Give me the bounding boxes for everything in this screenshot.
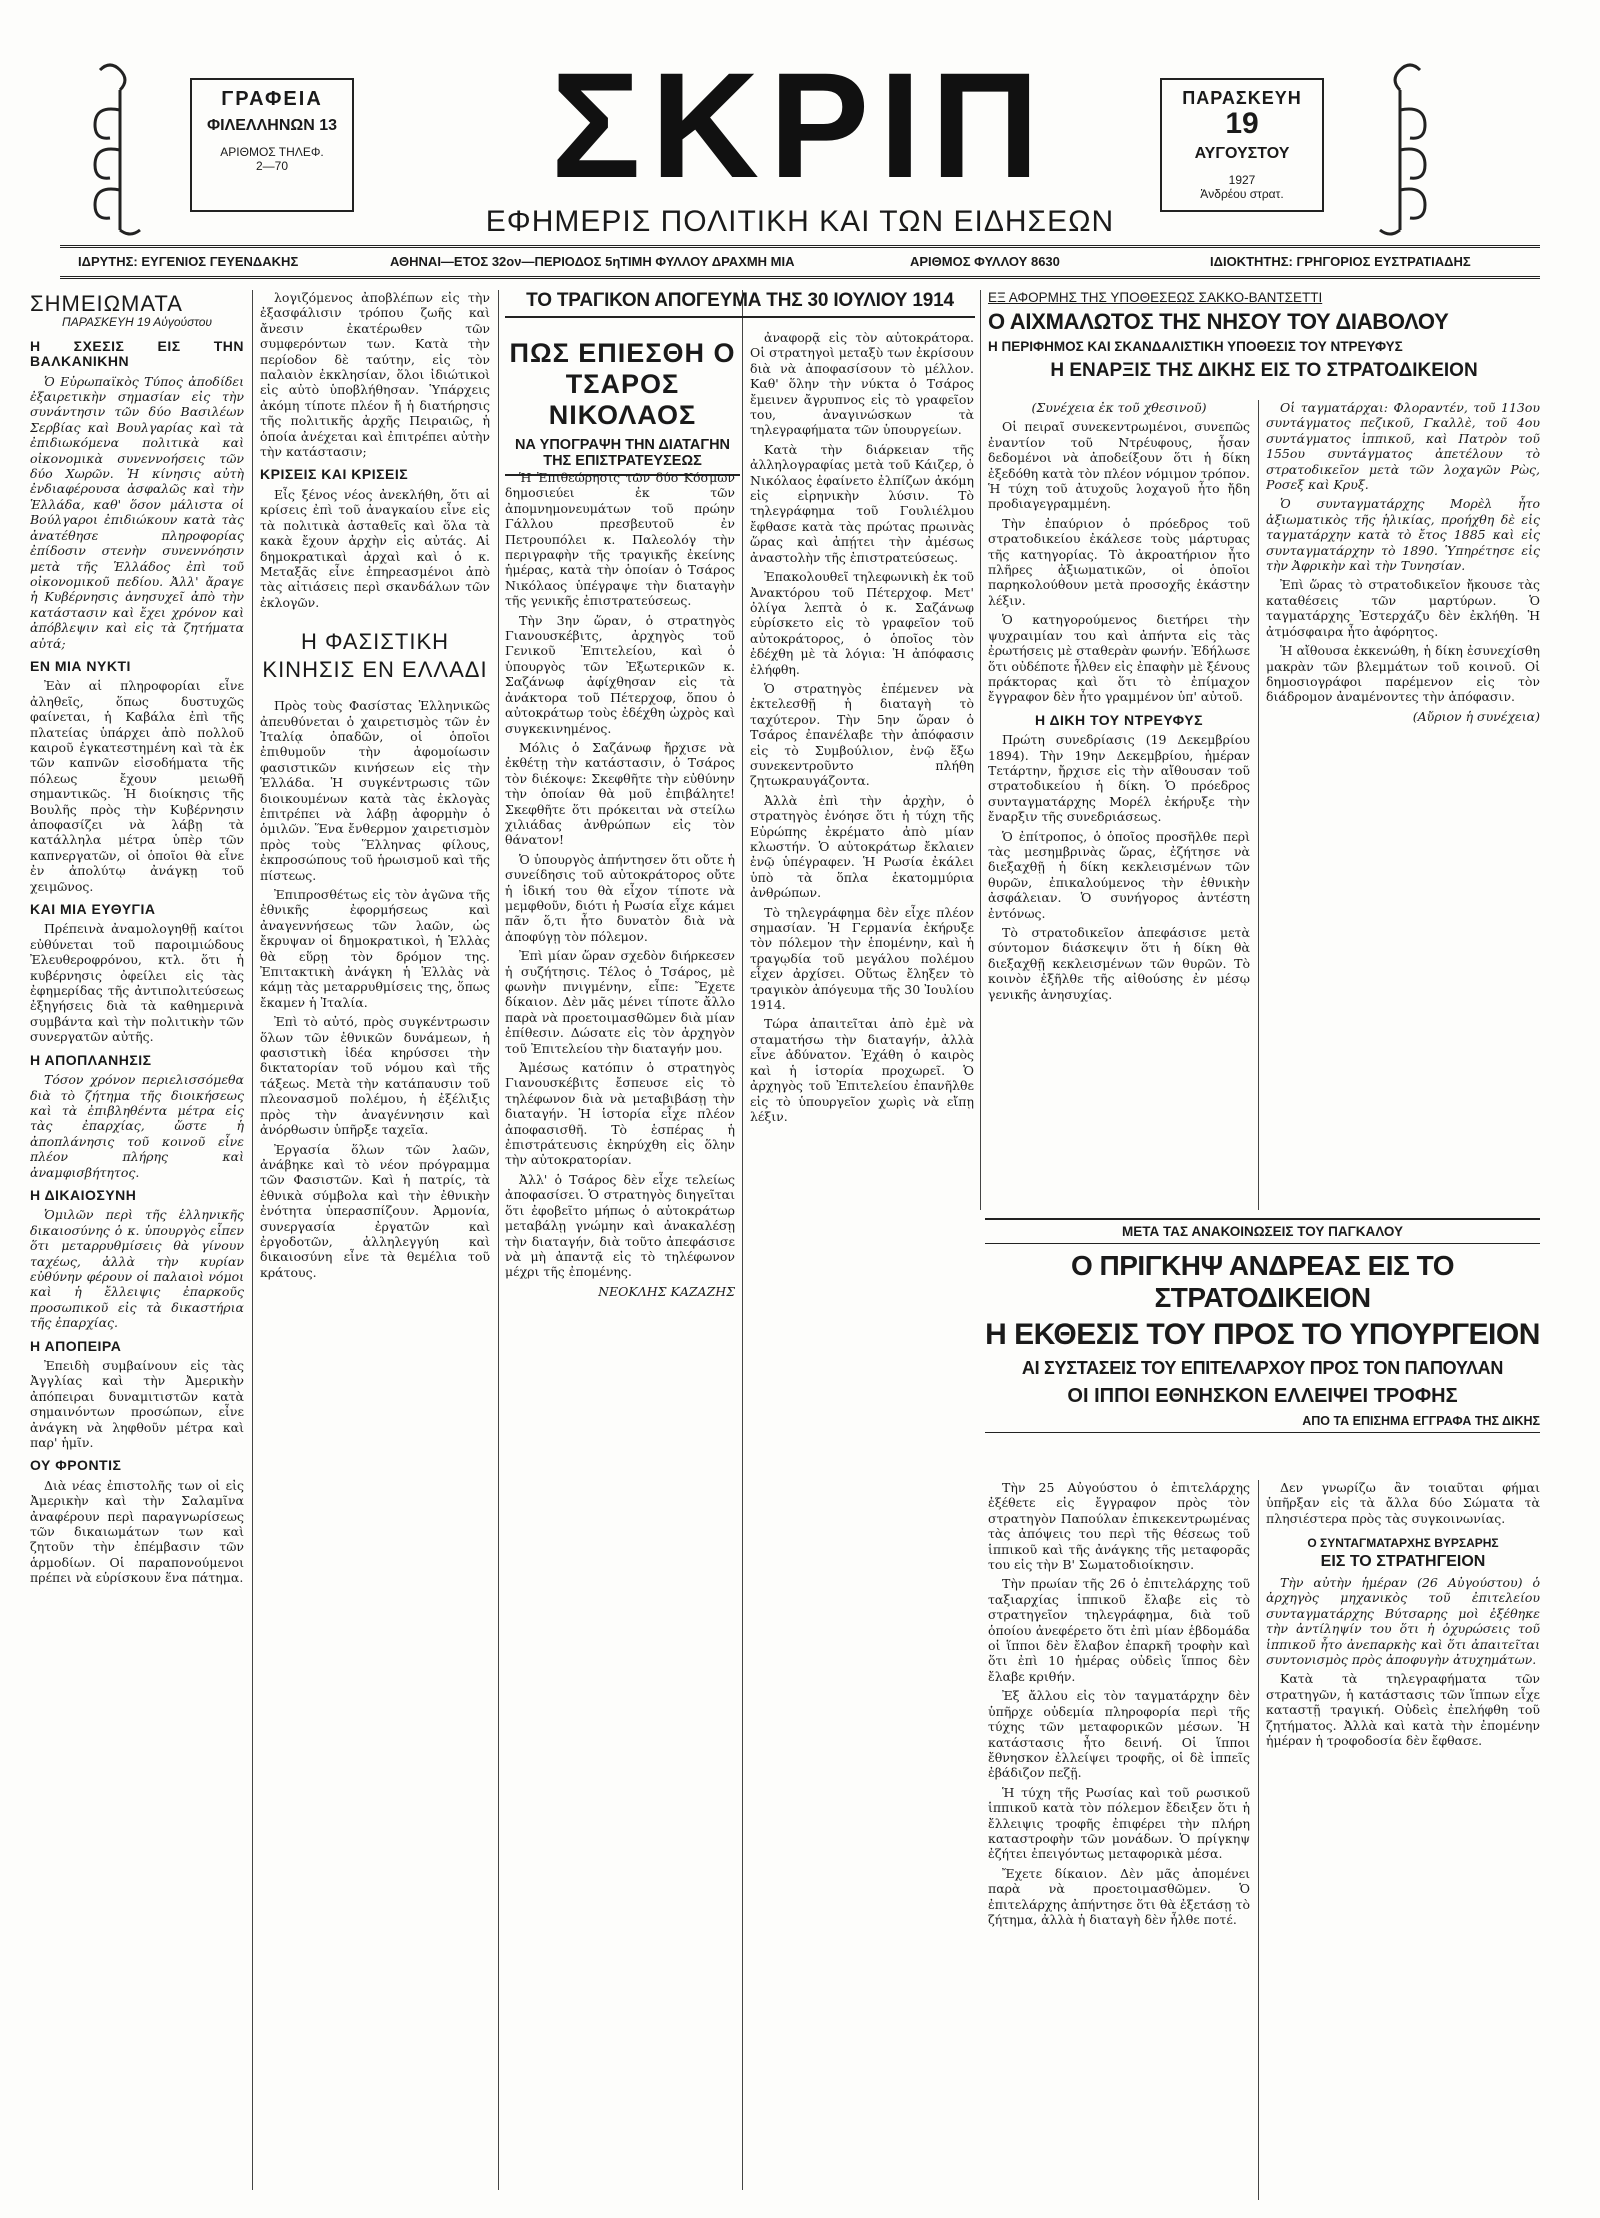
- article-text: Τὴν ἐπαύριον ὁ πρόεδρος τοῦ στρατοδικείου ἐκάλεσε τοὺς μάρτυρας τῆς κατηγορίας. Τὸ ἀκροατήριον ἦτο πλῆρες ἀξιωματικῶν, οἱ ὁποῖοι παρηκολούθουν μετὰ προσοχῆς ἑκάστην λέξιν.: [988, 515, 1250, 608]
- article-text: Πρώτη συνεδρίασις (19 Δεκεμβρίου 1894). Τὴν 19ην Δεκεμβρίου, ἡμέραν Τετάρτην, ἤρχισε εἰς τὴν αἴθουσαν τοῦ στρατοδικείου ἡ δίκη. Ὁ πρόεδρος συνταγματάρχης Μορέλ ἐκήρυξε τὴν ἔναρξιν τῆς συνεδριάσεως.: [988, 732, 1250, 825]
- article-text: Ἀλλ' ὁ Τσάρος δὲν εἶχε τελείως ἀποφασίσει. Ὁ στρατηγὸς διηγεῖται ὅτι ἐφοβεῖτο μήπως ὁ αὐτοκράτωρ μεταβάλῃ γνώμην καὶ ἀνακαλέσῃ τὴν διαταγήν, διὰ τοῦτο ἀπεφάσισε νὰ μὴ ἀπαντᾷ εἰς τὸ τηλέφωνον μέχρι τῆς ἐπομένης.: [505, 1171, 735, 1280]
- article-text: Δεν γνωρίζω ἂν τοιαῦται φήμαι ὑπῆρξαν εἰς τὰ ἄλλα δύο Σώματα τὰ πλησιέστερα πρὸς τὰς συγκοινωνίας.: [1266, 1480, 1540, 1526]
- newspaper-subtitle: ΕΦΗΜΕΡΙΣ ΠΟΛΙΤΙΚΗ ΚΑΙ ΤΩΝ ΕΙΔΗΣΕΩΝ: [485, 205, 1115, 238]
- month: ΑΥΓΟΥΣΤΟΥ: [1194, 145, 1290, 162]
- article-text: Ἐργασία ὅλων τῶν λαῶν, ἀνάβηκε καὶ τὸ νέον πρόγραμμα τῶν Φασιστῶν. Καὶ ἡ πατρίς, τὰ ἐθνικὰ σύμβολα καὶ τὴν ἐθνικὴν ἐνότητα ὑπερασπίζουν. Ἀρμονία, συνεργασία ἐργατῶν καὶ ἐργοδοτῶν, ἀλληλεγγύη καὶ δικαιοσύνη εἶνε τὰ θεμέλια τοῦ κράτους.: [260, 1141, 490, 1280]
- article-subheading: Ο ΣΥΝΤΑΓΜΑΤΑΡΧΗΣ ΒΥΡΣΑΡΗΣ: [1307, 1536, 1499, 1551]
- prince-headline-5: ΑΠΟ ΤΑ ΕΠΙΣΗΜΑ ΕΓΓΡΑΦΑ ΤΗΣ ΔΙΚΗΣ: [985, 1414, 1540, 1433]
- article-text: ἀναφορᾷ εἰς τὸν αὐτοκράτορα. Οἱ στρατηγοὶ μεταξὺ των ἐκρίσουν διὰ νὰ ἀποφασίσουν τὸ μέλλον. Καθ' ὅλην τὴν νύκτα ὁ Τσάρος ἔμεινεν ἄγρυπνος εἰς τὸ γραφεῖον του, ἀναγινώσκων τὰ τηλεγραφήματα τῶν ὑπουργείων.: [750, 330, 974, 438]
- dreyfus-column-left: [988, 400, 1250, 1210]
- column-tsar-cont: [750, 330, 974, 2200]
- column-rule: [742, 290, 743, 2190]
- note-heading: Η ΔΙΚΑΙΟΣΥΝΗ: [30, 1186, 137, 1203]
- note-heading: ΚΑΙ ΜΙΑ ΕΥΘΥΓΙΑ: [30, 901, 156, 918]
- prince-column-right: [1266, 1480, 1540, 2200]
- note-text: Διὰ νέας ἐπιστολῆς των οἱ εἰς Ἀμερικὴν καὶ τὴν Σαλαμῖνα ἀναφέρουν περὶ παραγνωρίσεως τῶν δικαιωμάτων των καὶ ζητοῦν τὴν ἐπέμβασιν τῶν ἁρμοδίων. Οἱ παραπονούμενοι πρέπει νὰ εὑρίσκουν ἕνα πάτημα.: [30, 1477, 244, 1586]
- article-text: Εἶς ξένος νέος ἀνεκλήθη, ὅτι αἱ κρίσεις ἐπὶ τοῦ ἀναγκαίου εἶνε εἰς τὰ πολιτικὰ ἀσταθεῖς καὶ ὅλα τὰ κακὰ ἔχουν ἀρχὴν εἰς αὐτάς. Αἱ δημοκρατικαὶ ἀρχαὶ καὶ ὁ κ. Μεταξᾶς εἶνε ἐπηρεασμένοι ἀπὸ τὰς αἰτιάσεις περὶ σκανδάλων τῶν ἐκλογῶν.: [260, 486, 490, 610]
- column-rule: [498, 290, 499, 2190]
- day-number: 19: [1225, 107, 1259, 140]
- offices-box: [190, 78, 354, 212]
- article-text: Ἐξ ἄλλου εἰς τὸν ταγματάρχην δὲν ὑπῆρχε οὐδεμία πληροφορία περὶ τῆς τύχης τῶν μεταφορικῶν μέσων. Ἡ κατάστασις ἦτο δεινή. Οἱ ἵπποι ἔθνησκον ἐλλείψει τροφῆς, οἱ δὲ ἱππεῖς ἐβάδιζον πεζῇ.: [988, 1688, 1250, 1781]
- dreyfus-headline: Ο ΑΙΧΜΑΛΩΤΟΣ ΤΗΣ ΝΗΣΟΥ ΤΟΥ ΔΙΑΒΟΛΟΥ: [988, 309, 1449, 334]
- note-text: Ἐὰν αἱ πληροφορίαι εἶνε ἀληθεῖς, ὅπως δυστυχῶς φαίνεται, ἡ Καβάλα ἐπὶ τῆς πλατείας ὑπάρχει ἀπὸ πολλοῦ καιροῦ ἐγκατεστημένη καὶ τὰ ἐκ τῶν καπνῶν εἰσοδήματα τῆς πόλεως ἔχουν μειωθῆ σημαντικῶς. Ἡ διοίκησις τῆς Βουλῆς πρὸς τὴν Κυβέρνησιν ἀποφασίζει νὰ λάβῃ τὰ κατάλληλα μέτρα ὑπὲρ τῶν καπνεργατῶν, οἱ ὁποῖοι θὰ εἶνε ἐν ἀπολύτῳ ἀνάγκῃ τοῦ χειμῶνος.: [30, 678, 244, 894]
- article-text: Ὁ ἐπίτροπος, ὁ ὁποῖος προσῆλθε περὶ τὰς μεσημβρινὰς ὥρας, ἐζήτησε νὰ διεξαχθῇ ἡ δίκη κεκλεισμένων τῶν θυρῶν, ἐπικαλούμενος τὴν ἐθνικὴν ἀσφάλειαν. Ὁ συνήγορος ἀντέστη ἐντόνως.: [988, 828, 1250, 921]
- column-rule: [1258, 400, 1259, 1210]
- issue-number: ΑΡΙΘΜΟΣ ΦΥΛΛΟΥ 8630: [910, 254, 1060, 269]
- article-subheading: Η ΔΙΚΗ ΤΟΥ ΝΤΡΕΥΦΥΣ: [1034, 711, 1204, 728]
- note-text: Πρέπεινὰ ἀναμολογηθῇ καίτοι εὐθύνεται τοῦ παροιμιώδους Ἐλευθεροφρόνου, κτλ. ὅτι ἡ κυβέρνησις ὀφείλει εἰς τὰς ἐφημερίδας τῆς ἀντιπολιτεύσεως ἐξηγήσεις διὰ τὰ καθημερινὰ συμβάντα καὶ τὴν πολιτικὴν τῶν συνεργατῶν αὐτῆς.: [30, 921, 244, 1045]
- prince-column-left: [988, 1480, 1250, 2200]
- article-text: λογιζόμενος ἀποβλέπων εἰς τὴν ἐξασφάλισιν τρόπου ζωῆς καὶ ἄνεσιν ἐκατέρωθεν τῶν συμφερόντων των. Κατὰ τὴν περίοδον δὲ ταύτην, εἰς τὸν παλαιὸν ἐκκλησίαν, ὅλοι ἰδιώτικοὶ εἰς αὐτὸ ὑποβλήθησαν. Ὑπάρχεις ἀκόμη τίποτε πλέον ἤ ἡ διατήρησις τῆς πολιτικῆς ἀρχῆς Πειραιῶς, ἡ ὁποία ἀνέχεται καὶ ἐπιτρέπει αὐτὴν τὴν κατάστασιν;: [260, 290, 490, 460]
- column-rule: [252, 290, 253, 2190]
- article-text: Τώρα ἀπαιτεῖται ἀπὸ ἐμὲ νὰ σταματήσω τὴν διαταγήν, ἀλλὰ εἶνε ἀδύνατον. Ἐχάθη ὁ καιρὸς καὶ ἡ ἱστορία προχωρεῖ. Ὁ ἀρχηγὸς τοῦ Ἐπιτελείου ἐπανῆλθε εἰς τὸ ὑπουργεῖον χωρὶς νὰ εἴπῃ λέξιν.: [750, 1016, 974, 1124]
- dreyfus-subheadline-2: Η ΕΝΑΡΞΙΣ ΤΗΣ ΔΙΚΗΣ ΕΙΣ ΤΟ ΣΤΡΑΤΟΔΙΚΕΙΟΝ: [1050, 360, 1478, 381]
- tsar-headline-2: ΠΩΣ ΕΠΙΕΣΘΗ Ο ΤΣΑΡΟΣ ΝΙΚΟΛΑΟΣ: [509, 338, 736, 430]
- notes-heading: ΣΗΜΕΙΩΜΑΤΑ: [30, 291, 183, 316]
- article-text: Πρὸς τοὺς Φασίστας Ἑλληνικῶς ἀπευθύνεται ὁ χαιρετισμὸς τῶν ἐν Ἰταλίᾳ ὀπαδῶν, οἱ ὁποῖοι ἐπιθυμοῦν τὴν ἀφομοίωσιν φασιστικῶν κινήσεων εἰς τὴν Ἑλλάδα. Ἡ συγκέντρωσις τῶν διοικουμένων κατὰ τὰς ἐκλογὰς ἐπιτρέπει νὰ λάβῃ ἀφορμὴν ὁ ὁμιλῶν. Ἕνα ἔνθερμον χαιρετισμὸν πρὸς τοὺς Ἕλληνας φίλους, ἐκπροσώπους τοῦ ἡρωισμοῦ καὶ τῆς πίστεως.: [260, 698, 490, 883]
- article-text: Ἐπιπροσθέτως εἰς τὸν ἀγῶνα τῆς ἐθνικῆς ἐφορμήσεως καὶ ἀναγεννήσεως τῶν λαῶν, ὡς ἔκρυψαν οἱ δημοκρατικοὶ, ἡ Ἑλλὰς θὰ εὕρῃ τὸν δρόμον της. Ἐπιτακτικὴ ἀνάγκη ἡ Ἑλλὰς νὰ κάμῃ τὰς μεταρρυθμίσεις της, ὅπως ἔκαμεν ἡ Ἰταλία.: [260, 887, 490, 1010]
- article-subheading-2: ΕΙΣ ΤΟ ΣΤΡΑΤΗΓΕΙΟΝ: [1320, 1552, 1486, 1570]
- note-text: Ὁμιλῶν περὶ τῆς ἑλληνικῆς δικαιοσύνης ὁ κ. ὑπουργὸς εἶπεν ὅτι μεταρρυθμίσεις θὰ γίνουν ταχέως, ἀλλὰ τὴν κυρίαν εὐθύνην φέρουν οἱ παλαιοὶ νόμοι καὶ ἡ ἔλλειψις ἐπαρκοῦς προσωπικοῦ εἰς τὰ δικαστήρια τῆς ἐπαρχίας.: [30, 1207, 244, 1331]
- offices-address: ΦΙΛΕΛΛΗΝΩΝ 13: [207, 117, 337, 134]
- article-text: Ὁ στρατηγὸς ἐπέμενεν νὰ ἐκτελεσθῇ ἡ διαταγὴ τὸ ταχύτερον. Τὴν 5ην ὥραν ὁ Τσάρος ἐπανέλαβε τὴν ἀπόφασιν εἰς τὸ Συμβούλιον, ἐνῷ ἔξω συνεκεντροῦντο πλήθη ζητωκραυγάζοντα.: [750, 680, 974, 789]
- prince-headline-1: Ο ΠΡΙΓΚΗΨ ΑΝΔΡΕΑΣ ΕΙΣ ΤΟ ΣΤΡΑΤΟΔΙΚΕΙΟΝ: [1070, 1250, 1455, 1313]
- article-subheading: ΚΡΙΣΕΙΣ ΚΑΙ ΚΡΙΣΕΙΣ: [260, 466, 409, 483]
- column-rule: [980, 290, 981, 1210]
- continued-note: (Συνέχεια ἐκ τοῦ χθεσινοῦ): [1031, 400, 1207, 415]
- prince-headline-2: Η ΕΚΘΕΣΙΣ ΤΟΥ ΠΡΟΣ ΤΟ ΥΠΟΥΡΓΕΙΟΝ: [985, 1318, 1540, 1351]
- article-text: Τὸ στρατοδικεῖον ἀπεφάσισε μετὰ σύντομον διάσκεψιν ὅτι ἡ δίκη θὰ διεξαχθῇ κεκλεισμένων τῶν θυρῶν. Τὸ κοινὸν ἐξῆλθε τῆς αἰθούσης ἐν μέσῳ γενικῆς ἀνησυχίας.: [988, 925, 1250, 1002]
- dreyfus-kicker: ΕΞ ΑΦΟΡΜΗΣ ΤΗΣ ΥΠΟΘΕΣΕΩΣ ΣΑΚΚΟ-ΒΑΝΤΣΕΤΤΙ: [988, 290, 1323, 305]
- owner: ΙΔΙΟΚΤΗΤΗΣ: ΓΡΗΓΟΡΙΟΣ ΕΥΣΤΡΑΤΙΑΔΗΣ: [1210, 254, 1471, 269]
- article-text: Κατὰ τὰ τηλεγραφήματα τῶν στρατηγῶν, ἡ κατάστασις τῶν ἵππων εἶχε καταστῇ τραγική. Οὐδεὶς ἐπελήφθη τοῦ ζητήματος. Ἀλλὰ καὶ κατὰ τὴν ἐπομένην ἡμέραν ἡ τροφοδοσία δὲν ἔφθασε.: [1266, 1671, 1540, 1749]
- column-notes: [30, 290, 244, 2200]
- note-heading: Η ΑΠΟΠΕΙΡΑ: [30, 1337, 122, 1354]
- tsar-headline-sub: [505, 330, 740, 476]
- article-text: Ὁ κατηγορούμενος διετήρει τὴν ψυχραιμίαν του καὶ ἀπήντα εἰς τὰς ἐρωτήσεις μὲ σταθερὰν φωνήν. Ἐδήλωσε ὅτι οὐδέποτε ἦλθεν εἰς ἐπαφὴν μὲ ξένους πράκτορας καὶ ὅτι τὸ ἐπίμαχον ἔγγραφον δὲν ἦτο γραμμένον ὑπ' αὐτοῦ.: [988, 612, 1250, 705]
- article-text: Τὴν αὐτὴν ἡμέραν (26 Αὐγούστου) ὁ ἀρχηγὸς μηχανικὸς τοῦ ἐπιτελείου συνταγματάρχης Βύτσαρης μοὶ ἐξέθηκε τὴν ἀντίληψίν του ὅτι ἡ ὀχυρώσεις τοῦ ἱππικοῦ ἦτο ἀνεπαρκὴς καὶ ὅτι ἀπαιτεῖται συντονισμὸς πρὸς ἀποφυγὴν ἀτυχημάτων.: [1266, 1575, 1540, 1668]
- note-text: Ἐπειδὴ συμβαίνουν εἰς τὰς Ἀγγλίας καὶ τὴν Ἀμερικὴν ἀπόπειραι δυναμιτιστῶν κατὰ σημαινόντων προσώπων, εἶνε ἀνάγκη νὰ ληφθοῦν μέτρα καὶ παρ' ἡμῖν.: [30, 1358, 244, 1451]
- tsar-headline-block: [505, 290, 975, 318]
- article-signature: ΝΕΟΚΛΗΣ ΚΑΖΑΖΗΣ: [598, 1283, 735, 1299]
- note-heading: ΟΥ ΦΡΟΝΤΙΣ: [30, 1457, 122, 1474]
- saint-day: Ἀνδρέου στρατ.: [1200, 187, 1284, 201]
- article-text: Ἡ Ἐπιθεώρησις τῶν δύο Κόσμων δημοσιεύει ἐκ τῶν ἀπομνημονευμάτων τοῦ πρώην Γάλλου πρεσβευτοῦ ἐν Πετρουπόλει κ. Παλεολόγ τὴν περιγραφὴν τῆς τραγικῆς ἐκείνης ἡμέρας, κατὰ τὴν ὁποίαν ὁ Τσάρος Νικόλαος ὑπέγραψε τὴν διαταγὴν τῆς γενικῆς ἐπιστρατεύσεως.: [505, 470, 735, 609]
- note-heading: Η ΣΧΕΣΙΣ ΕΙΣ ΤΗΝ ΒΑΛΚΑΝΙΚΗΝ: [30, 337, 244, 370]
- offices-label: ΓΡΑΦΕΙΑ: [221, 88, 323, 110]
- fascist-headline: Η ΦΑΣΙΣΤΙΚΗ ΚΙΝΗΣΙΣ ΕΝ ΕΛΛΑΔΙ: [262, 629, 488, 683]
- edition: ΑΘΗΝΑΙ—ΕΤΟΣ 32ον—ΠΕΡΙΟΔΟΣ 5η: [390, 254, 621, 269]
- date-box: [1160, 78, 1324, 212]
- phone-number: 2—70: [255, 159, 289, 173]
- newspaper-title: ΣΚΡΙΠ: [550, 41, 1050, 209]
- article-text: Κατὰ τὴν διάρκειαν τῆς ἀλληλογραφίας μετὰ τοῦ Κάιζερ, ὁ Νικόλαος ἐφαίνετο ἐλπίζων ἀκόμη εἰς εἰρηνικὴν λύσιν. Τὸ τηλεγράφημα τοῦ Γουλιέλμου ἔφθασε κατὰ τὰς πρώτας πρωινὰς ὥρας καὶ ἀπῄτει τὴν ἀμέσως ἀναστολὴν τῆς ἐπιστρατεύσεως.: [750, 441, 974, 565]
- dreyfus-headline-block: [988, 290, 1540, 382]
- right-ornament-icon: [1360, 60, 1440, 240]
- article-text: Ἐπὶ τὸ αὐτό, πρὸς συγκέντρωσιν ὅλων τῶν ἐθνικῶν δυνάμεων, ἡ φασιστικὴ ἰδέα κηρύσσει τὴν δικτατορίαν τοῦ νόμου καὶ τῆς τάξεως. Μετὰ τὴν κατάπαυσιν τοῦ πλεονασμοῦ πολέμου, ἡ ἐξέλιξις πρὸς τὴν ἀναγέννησιν καὶ ἀνόρθωσιν ὑπῆρξε ταχεῖα.: [260, 1014, 490, 1138]
- article-text: Ἐπακολουθεῖ τηλεφωνικὴ ἐκ τοῦ Ἀνακτόρου τοῦ Πέτερχοφ. Μετ' ὀλίγα λεπτὰ ὁ κ. Σαζάνωφ εὑρίσκετο εἰς τὸ γραφεῖον τοῦ αὐτοκράτορος, ὁ ὁποῖος τὸν ἐδέχθη μὲ τὰ λόγια: Ἡ ἀπόφασις ἐλήφθη.: [750, 569, 974, 677]
- continuation-note: (Αὔριον ἡ συνέχεια): [1412, 708, 1540, 724]
- prince-headline-block: [985, 1218, 1540, 1433]
- phone-label: ΑΡΙΘΜΟΣ ΤΗΛΕΦ.: [220, 145, 324, 159]
- left-ornament-icon: [80, 60, 160, 240]
- tsar-headline-1: ΤΟ ΤΡΑΓΙΚΟΝ ΑΠΟΓΕΥΜΑ ΤΗΣ 30 ΙΟΥΛΙΟΥ 1914: [505, 290, 975, 318]
- column-fascist: [260, 290, 490, 2200]
- note-text: Τόσον χρόνον περιελισσόμεθα διὰ τὸ ζήτημα τῆς διοικήσεως καὶ τὰ ἐπιβληθέντα μέτρα εἰς τὰς ἐπαρχίας, ὥστε ἡ ἀποπλάνησις τοῦ κοινοῦ εἶνε πλέον πλήρης καὶ ἀναμφισβήτητος.: [30, 1072, 244, 1180]
- article-text: Ἀλλὰ ἐπὶ τὴν ἀρχὴν, ὁ στρατηγὸς ἐνόησε ὅτι ἡ τύχη τῆς Εὐρώπης ἐκρέματο ἀπὸ μίαν κλωστήν. Ὁ αὐτοκράτωρ ἔκλαιεν ἐνῷ ὑπέγραφεν. Ἡ Ρωσία ἐκάλει ὑπὸ τὰ ὅπλα ἑκατομμύρια ἀνθρώπων.: [750, 792, 974, 901]
- article-text: Τὴν 25 Αὐγούστου ὁ ἐπιτελάρχης ἐξέθετε εἰς ἔγγραφον πρὸς τὸν στρατηγὸν Παπούλαν ἐπικεκεντρωμένας τὰς ἀπόψεις του περὶ τῆς θέσεως τοῦ ἱππικοῦ καὶ τῆς ἀνάγκης τῆς μεταφορᾶς του εἰς τὴν Β' Σωματοδιοίκησιν.: [988, 1480, 1250, 1573]
- info-bar: [60, 245, 1540, 279]
- tsar-headline-3: ΝΑ ΥΠΟΓΡΑΨΗ ΤΗΝ ΔΙΑΤΑΓΗΝ ΤΗΣ ΕΠΙΣΤΡΑΤΕΥΣΕΩΣ: [505, 437, 740, 476]
- article-text: Τὴν 3ην ὥραν, ὁ στρατηγὸς Γιανουσκέβιτς, ἀρχηγὸς τοῦ Γενικοῦ Ἐπιτελείου, καὶ ὁ ὑπουργὸς τῶν Ἐξωτερικῶν κ. Σαζάνωφ ἀφίχθησαν εἰς τὰ ἀνάκτορα τοῦ Πέτερχοφ, ὅπου ὁ αὐτοκράτωρ τοὺς ἐδέχθη ὠχρὸς καὶ συγκεκινημένος.: [505, 612, 735, 736]
- article-text: Ἀμέσως κατόπιν ὁ στρατηγὸς Γιανουσκέβιτς ἔσπευσε εἰς τὸ τηλέφωνον διὰ νὰ μεταβιβάσῃ τὴν διαταγήν. Ἡ ἱστορία εἶχε πλέον ἀποφασισθῆ. Τὸ ἑσπέρας ἡ ἐπιστράτευσις ἐκηρύχθη εἰς ὅλην τὴν αὐτοκρατορίαν.: [505, 1060, 735, 1168]
- prince-headline-3: ΑΙ ΣΥΣΤΑΣΕΙΣ ΤΟΥ ΕΠΙΤΕΛΑΡΧΟΥ ΠΡΟΣ ΤΟΝ ΠΑΠΟΥΛΑΝ: [1021, 1358, 1504, 1378]
- column-rule: [1258, 1480, 1259, 2200]
- year: 1927: [1228, 173, 1256, 187]
- article-text: Ἐπὶ μίαν ὥραν σχεδὸν διήρκεσεν ἡ συζήτησις. Τέλος ὁ Τσάρος, μὲ φωνὴν πνιγμένην, εἶπε: Ἔχετε δίκαιον. Δὲν μᾶς μένει τίποτε ἄλλο παρὰ νὰ προετοιμασθῶμεν διὰ μίαν ἐπίθεσιν. Δώσατε εἰς τὸν ἀρχηγὸν τοῦ Ἐπιτελείου τὴν διαταγήν μου.: [505, 948, 735, 1056]
- price: ΤΙΜΗ ΦΥΛΛΟΥ ΔΡΑΧΜΗ ΜΙΑ: [620, 254, 795, 269]
- notes-dateline: ΠΑΡΑΣΚΕΥΗ 19 Αὐγούστου: [62, 315, 212, 330]
- note-text: Ὁ Εὐρωπαϊκὸς Τύπος ἀποδίδει ἐξαιρετικὴν σημασίαν εἰς τὴν συνάντησιν τῶν δύο Βασιλέων Σερβίας καὶ Βουλγαρίας καὶ τὰ ἐπιδιωκόμενα πολιτικὰ καὶ οἰκονομικὰ συνεννοήσεις τῶν δύο Χωρῶν. Ἡ κίνησις αὐτὴ ἐνδιαφέρουσα ἀσφαλῶς καὶ τὴν Ἑλλάδα, καθ' ὅσον μάλιστα οἱ Βούλγαροι ἐπιδιώκουν κατὰ τὰς ἀνατέθησε πληροφορίας ἐπίδοσιν στενὴν συνεννόησιν μετὰ τῆς Ἑλλάδος ἐπὶ τοῦ οἰκονομικοῦ πεδίου. Ἀλλ' ἄραγε ἡ Κυβέρνησις ἀνησυχεῖ ἀπὸ τὴν κατάστασιν καὶ ἔχει χρόνον καὶ ἀπόβλεψιν καὶ εἰς τὰ ζητήματα αὐτά;: [30, 373, 244, 651]
- article-text: Ἡ αἴθουσα ἐκκενώθη, ἡ δίκη ἐσυνεχίσθη μακρὰν τῶν βλεμμάτων τοῦ κοινοῦ. Οἱ δημοσιογράφοι παρέμενον εἰς τὸν διάδρομον ἀναμένοντες τὴν ἀπόφασιν.: [1266, 643, 1540, 705]
- founder: ΙΔΡΥΤΗΣ: ΕΥΓΕΝΙΟΣ ΓΕΥΕΝΔΑΚΗΣ: [78, 254, 299, 269]
- prince-kicker: ΜΕΤΑ ΤΑΣ ΑΝΑΚΟΙΝΩΣΕΙΣ ΤΟΥ ΠΑΓΚΑΛΟΥ: [985, 1218, 1540, 1244]
- column-tsar: [505, 470, 735, 2200]
- weekday: ΠΑΡΑΣΚΕΥΗ: [1182, 88, 1302, 108]
- article-text: Ὁ συνταγματάρχης Μορὲλ ἦτο ἀξιωματικὸς τῆς ἡλικίας, προήχθη δὲ εἰς ταγματάρχην κατὰ τὸ ἔτος 1885 καὶ εἰς συνταγματάρχην τὸ 1890. Ὑπηρέτησε εἰς τὴν Ἀφρικὴν καὶ τὴν Τυνησίαν.: [1266, 496, 1540, 574]
- article-text: Ἡ τύχη τῆς Ρωσίας καὶ τοῦ ρωσικοῦ ἱππικοῦ κατὰ τὸν πόλεμον ἔδειξεν ὅτι ἡ ἔλλειψις τροφῆς ἐπιφέρει τὴν πλήρη καταστροφὴν τῶν μονάδων. Ὁ πρίγκηψ ἐζήτει ἐπειγόντως μεταφορικὰ μέσα.: [988, 1784, 1250, 1862]
- prince-headline-4: ΟΙ ΙΠΠΟΙ ΕΘΝΗΣΚΟΝ ΕΛΛΕΙΨΕΙ ΤΡΟΦΗΣ: [1067, 1385, 1458, 1407]
- article-text: Οἱ ταγματάρχαι: Φλοραντέν, τοῦ 113ου συντάγματος πεζικοῦ, Γκαλλὲ, τοῦ 4ου συντάγματος ἱππικοῦ, καὶ Πατρὸν τοῦ 155ου συντάγματος ἀπετέλουν τὸ στρατοδικεῖον μετὰ τῶν λοχαγῶν Ρὼς, Ροσεξ καὶ Κρυξ.: [1266, 400, 1540, 493]
- article-text: Ὁ ὑπουργὸς ἀπήντησεν ὅτι οὔτε ἡ συνείδησις τοῦ αὐτοκράτορος οὔτε ἡ ἰδική του θὰ εἶχον τίποτε νὰ μεμφθοῦν, διότι ἡ Ρωσία εἶχε κάμει πᾶν ὅ,τι ἦτο δυνατὸν διὰ νὰ ἀποφύγῃ τὸν πόλεμον.: [505, 851, 735, 944]
- note-heading: Η ΑΠΟΠΛΑΝΗΣΙΣ: [30, 1051, 152, 1068]
- article-text: Οἱ πειραῖ συνεκεντρωμένοι, συνεπῶς ἐναντίον τοῦ Ντρέυφους, ἦσαν δεδομένοι νὰ ἀποδείξουν ὅτι ἡ δίκη ἐξεδόθη κατὰ τὸν πλέον νόμιμον τρόπον. Ἡ τύχη τοῦ ἀτυχοῦς λοχαγοῦ ἦτο ἤδη προδιαγεγραμμένη.: [988, 419, 1250, 512]
- dreyfus-subheadline: Η ΠΕΡΙΦΗΜΟΣ ΚΑΙ ΣΚΑΝΔΑΛΙΣΤΙΚΗ ΥΠΟΘΕΣΙΣ ΤΟΥ ΝΤΡΕΥΦΥΣ: [988, 339, 1403, 354]
- note-heading: ΕΝ ΜΙΑ ΝΥΚΤΙ: [30, 657, 131, 674]
- dreyfus-column-right: [1266, 400, 1540, 1210]
- article-text: Μόλις ὁ Σαζάνωφ ἤρχισε νὰ ἐκθέτῃ τὴν κατάστασιν, ὁ Τσάρος τὸν διέκοψε: Σκεφθῆτε τὴν εὐθύνην τὴν ὁποίαν θὰ μοῦ ἐπιβάλητε! Σκεφθῆτε ὅτι πρόκειται νὰ στείλω χιλιάδας ἀνθρώπων εἰς τὸν θάνατον!: [505, 739, 735, 848]
- article-text: Ἐπὶ ὥρας τὸ στρατοδικεῖον ἤκουσε τὰς καταθέσεις τῶν μαρτύρων. Ὁ ταγματάρχης Ἐστερχάζυ δὲν ἐκλήθη. Ἡ ἀτμόσφαιρα ἦτο ἀφόρητος.: [1266, 577, 1540, 639]
- article-text: Τὸ τηλεγράφημα δὲν εἶχε πλέον σημασίαν. Ἡ Γερμανία ἐκήρυξε τὸν πόλεμον τὴν ἑπομένην, καὶ ἡ τραγῳδία τοῦ μεγάλου πολέμου εἶχεν ἀρχίσει. Οὕτως ἔληξεν τὸ τραγικὸν ἀπόγευμα τῆς 30 Ἰουλίου 1914.: [750, 904, 974, 1013]
- article-text: Ἔχετε δίκαιον. Δὲν μᾶς ἀπομένει παρὰ νὰ προετοιμασθῶμεν. Ὁ ἐπιτελάρχης ἀπήντησε ὅτι θὰ ἐξετάσῃ τὸ ζήτημα, ἀλλὰ ἡ διαταγὴ δὲν ἦλθε ποτέ.: [988, 1865, 1250, 1927]
- article-text: Τὴν πρωίαν τῆς 26 ὁ ἐπιτελάρχης τοῦ ταξιαρχίας ἱππικοῦ ἔλαβε εἰς τὸ στρατηγεῖον τηλεγράφημα, διὰ τοῦ ὁποίου ἀνεφέρετο ὅτι ἐπὶ μίαν ἑβδομάδα οἱ ἵπποι δὲν ἔλαβον ἐπαρκῆ τροφὴν καὶ ὅτι ἐπὶ 10 ἡμέρας οὐδεὶς ἵππος δὲν ἔλαβε κριθήν.: [988, 1576, 1250, 1684]
